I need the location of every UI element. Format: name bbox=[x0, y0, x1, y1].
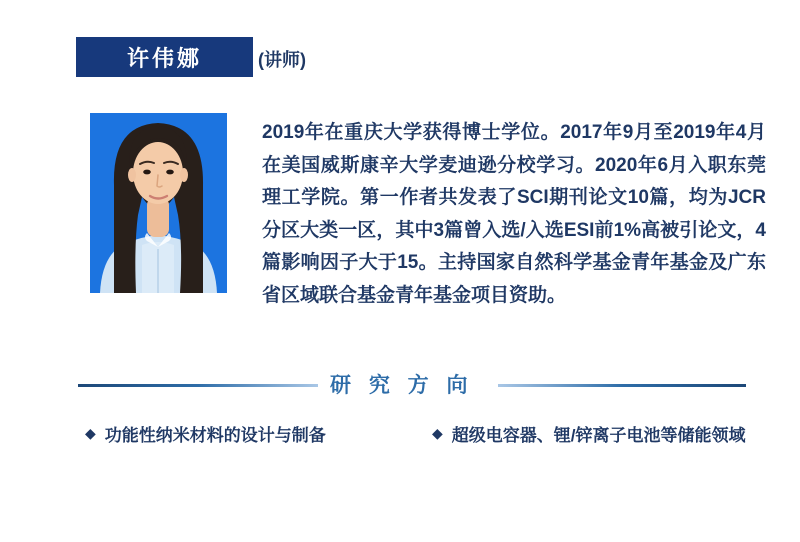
research-item bbox=[432, 421, 746, 446]
diamond-bullet-icon: ◆ bbox=[432, 425, 443, 441]
faculty-rank-label: (讲师) bbox=[258, 50, 306, 70]
divider-line-left bbox=[78, 384, 318, 387]
research-item-label: 超级电容器、锂/锌离子电池等储能领域 bbox=[451, 426, 746, 445]
research-section-title: 研 究 方 向 bbox=[330, 374, 474, 397]
bio-paragraph: 2019年在重庆大学获得博士学位。2017年9月至2019年4月在美国威斯康辛大学麦迪逊分校学习。2020年6月入职东莞理工学院。第一作者共发表了SCI期刊论文10篇，均为JCR分区大类一区，其中3篇曾入选/入选ESI前1%高被引论文，4篇影响因子大于15。主持国家自然科学基金青年基金及广东省区域联合基金青年基金项目资助。 bbox=[262, 122, 766, 306]
research-item-label: 功能性纳米材料的设计与制备 bbox=[104, 426, 326, 445]
portrait-illustration bbox=[90, 113, 227, 293]
name-badge bbox=[76, 37, 253, 77]
divider-line-right bbox=[498, 384, 746, 387]
faculty-photo bbox=[90, 113, 227, 293]
faculty-name: 许伟娜 bbox=[126, 45, 202, 71]
diamond-bullet-icon: ◆ bbox=[85, 425, 96, 441]
research-item bbox=[85, 421, 326, 446]
